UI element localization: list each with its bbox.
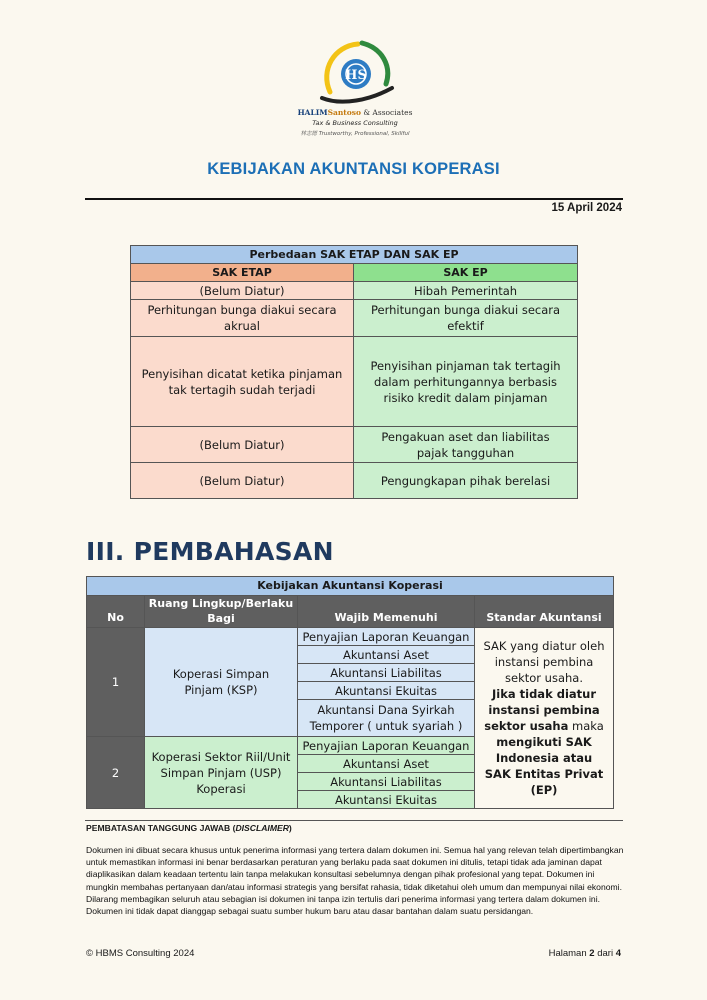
table-row [87,628,614,646]
table-row [131,282,578,300]
requirement-cell: Penyajian Laporan Keuangan [298,628,475,646]
etap-cell: (Belum Diatur) [131,463,354,499]
disclaimer-title: PEMBATASAN TANGGUNG JAWAB (DISCLAIMER) [86,823,292,833]
standard-connector: maka [568,719,604,733]
requirement-cell: Akuntansi Aset [298,755,475,773]
etap-cell: (Belum Diatur) [131,427,354,463]
requirement-cell: Akuntansi Liabilitas [298,664,475,682]
table-row [131,463,578,499]
disclaimer-text: Dokumen ini dibuat secara khusus untuk penerima informasi yang tertera dalam dokumen ini. Semua hal yang relevan telah dipertimbangkan untuk memastikan informasi ini benar berdasarkan peraturan yang berlaku pada saat dokumen ini ditulis, tetapi tidak ada jaminan dapat diaplikasikan dalam keadaan tertentu lain tanpa melakukan konsultasi sebelumnya dengan pihak profesional yang tepat. Dokumen ini mungkin membahas pertanyaan dan/atau informasi strategis yang bersifat rahasia, tidak diketahui oleh umum dan mempunyai nilai ekonomi. Dilarang membagikan seluruh atau sebagian isi dokumen ini tanpa izin tertulis dari penerima informasi yang tertera dalam dokumen ini. Dokumen ini tidak dapat dianggap sebagai suatu sumber hukum baru atau dasar bantahan dalam suatu persidangan. [86,845,624,917]
column-header-wajib: Wajib Memenuhi [298,596,475,628]
disclaimer-divider [85,820,623,821]
logo-company-name: HALIMSantoso & Associates [297,108,413,117]
standard-cell [475,628,614,809]
scope-cell: Koperasi Simpan Pinjam (KSP) [145,628,298,737]
requirement-cell: Akuntansi Dana Syirkah Temporer ( untuk syariah ) [298,700,475,737]
ep-cell: Pengungkapan pihak berelasi [354,463,578,499]
document-date: 15 April 2024 [551,202,622,214]
requirement-cell: Akuntansi Ekuitas [298,682,475,700]
policy-table [86,576,614,809]
policy-table-title: Kebijakan Akuntansi Koperasi [87,577,614,596]
logo-subtitle: Tax & Business Consulting [312,119,398,127]
row-number: 2 [87,737,145,809]
table-row [131,427,578,463]
requirement-cell: Akuntansi Aset [298,646,475,664]
etap-cell: (Belum Diatur) [131,282,354,300]
logo-emblem-icon [312,40,398,108]
requirement-cell: Akuntansi Ekuitas [298,791,475,809]
column-header-sak-ep: SAK EP [354,264,578,282]
requirement-cell: Akuntansi Liabilitas [298,773,475,791]
requirement-cell: Penyajian Laporan Keuangan [298,737,475,755]
table-row [131,337,578,427]
section-heading: III. PEMBAHASAN [86,537,334,566]
logo-tagline: 林志德 Trustworthy, Professional, Skillful [300,131,410,137]
scope-cell: Koperasi Sektor Riil/Unit Simpan Pinjam (USP) Koperasi [145,737,298,809]
footer-copyright: © HBMS Consulting 2024 [86,948,195,959]
logo-monogram: HS [345,68,367,83]
standard-condition: Jika tidak diatur instansi pembina sektor usaha [484,687,600,733]
ep-cell: Hibah Pemerintah [354,282,578,300]
row-number: 1 [87,628,145,737]
ep-cell: Perhitungan bunga diakui secara efektif [354,300,578,337]
ep-cell: Penyisihan pinjaman tak tertagih dalam perhitungannya berbasis risiko kredit dalam pinjaman [354,337,578,427]
ep-cell: Pengakuan aset dan liabilitas pajak tangguhan [354,427,578,463]
company-logo [290,40,420,140]
standard-text: SAK yang diatur oleh instansi pembina sektor usaha. [483,639,605,685]
header-divider [85,198,623,200]
table-row [131,300,578,337]
document-title: KEBIJAKAN AKUNTANSI KOPERASI [207,160,500,178]
column-header-standar: Standar Akuntansi [475,596,614,628]
column-header-scope: Ruang Lingkup/Berlaku Bagi [145,596,298,628]
comparison-table-title: Perbedaan SAK ETAP DAN SAK EP [131,246,578,264]
column-header-sak-etap: SAK ETAP [131,264,354,282]
etap-cell: Penyisihan dicatat ketika pinjaman tak tertagih sudah terjadi [131,337,354,427]
footer-page-number: Halaman 2 dari 4 [548,948,621,959]
column-header-no: No [87,596,145,628]
standard-fallback: mengikuti SAK Indonesia atau SAK Entitas Privat (EP) [484,735,604,797]
etap-cell: Perhitungan bunga diakui secara akrual [131,300,354,337]
comparison-table [130,245,578,499]
